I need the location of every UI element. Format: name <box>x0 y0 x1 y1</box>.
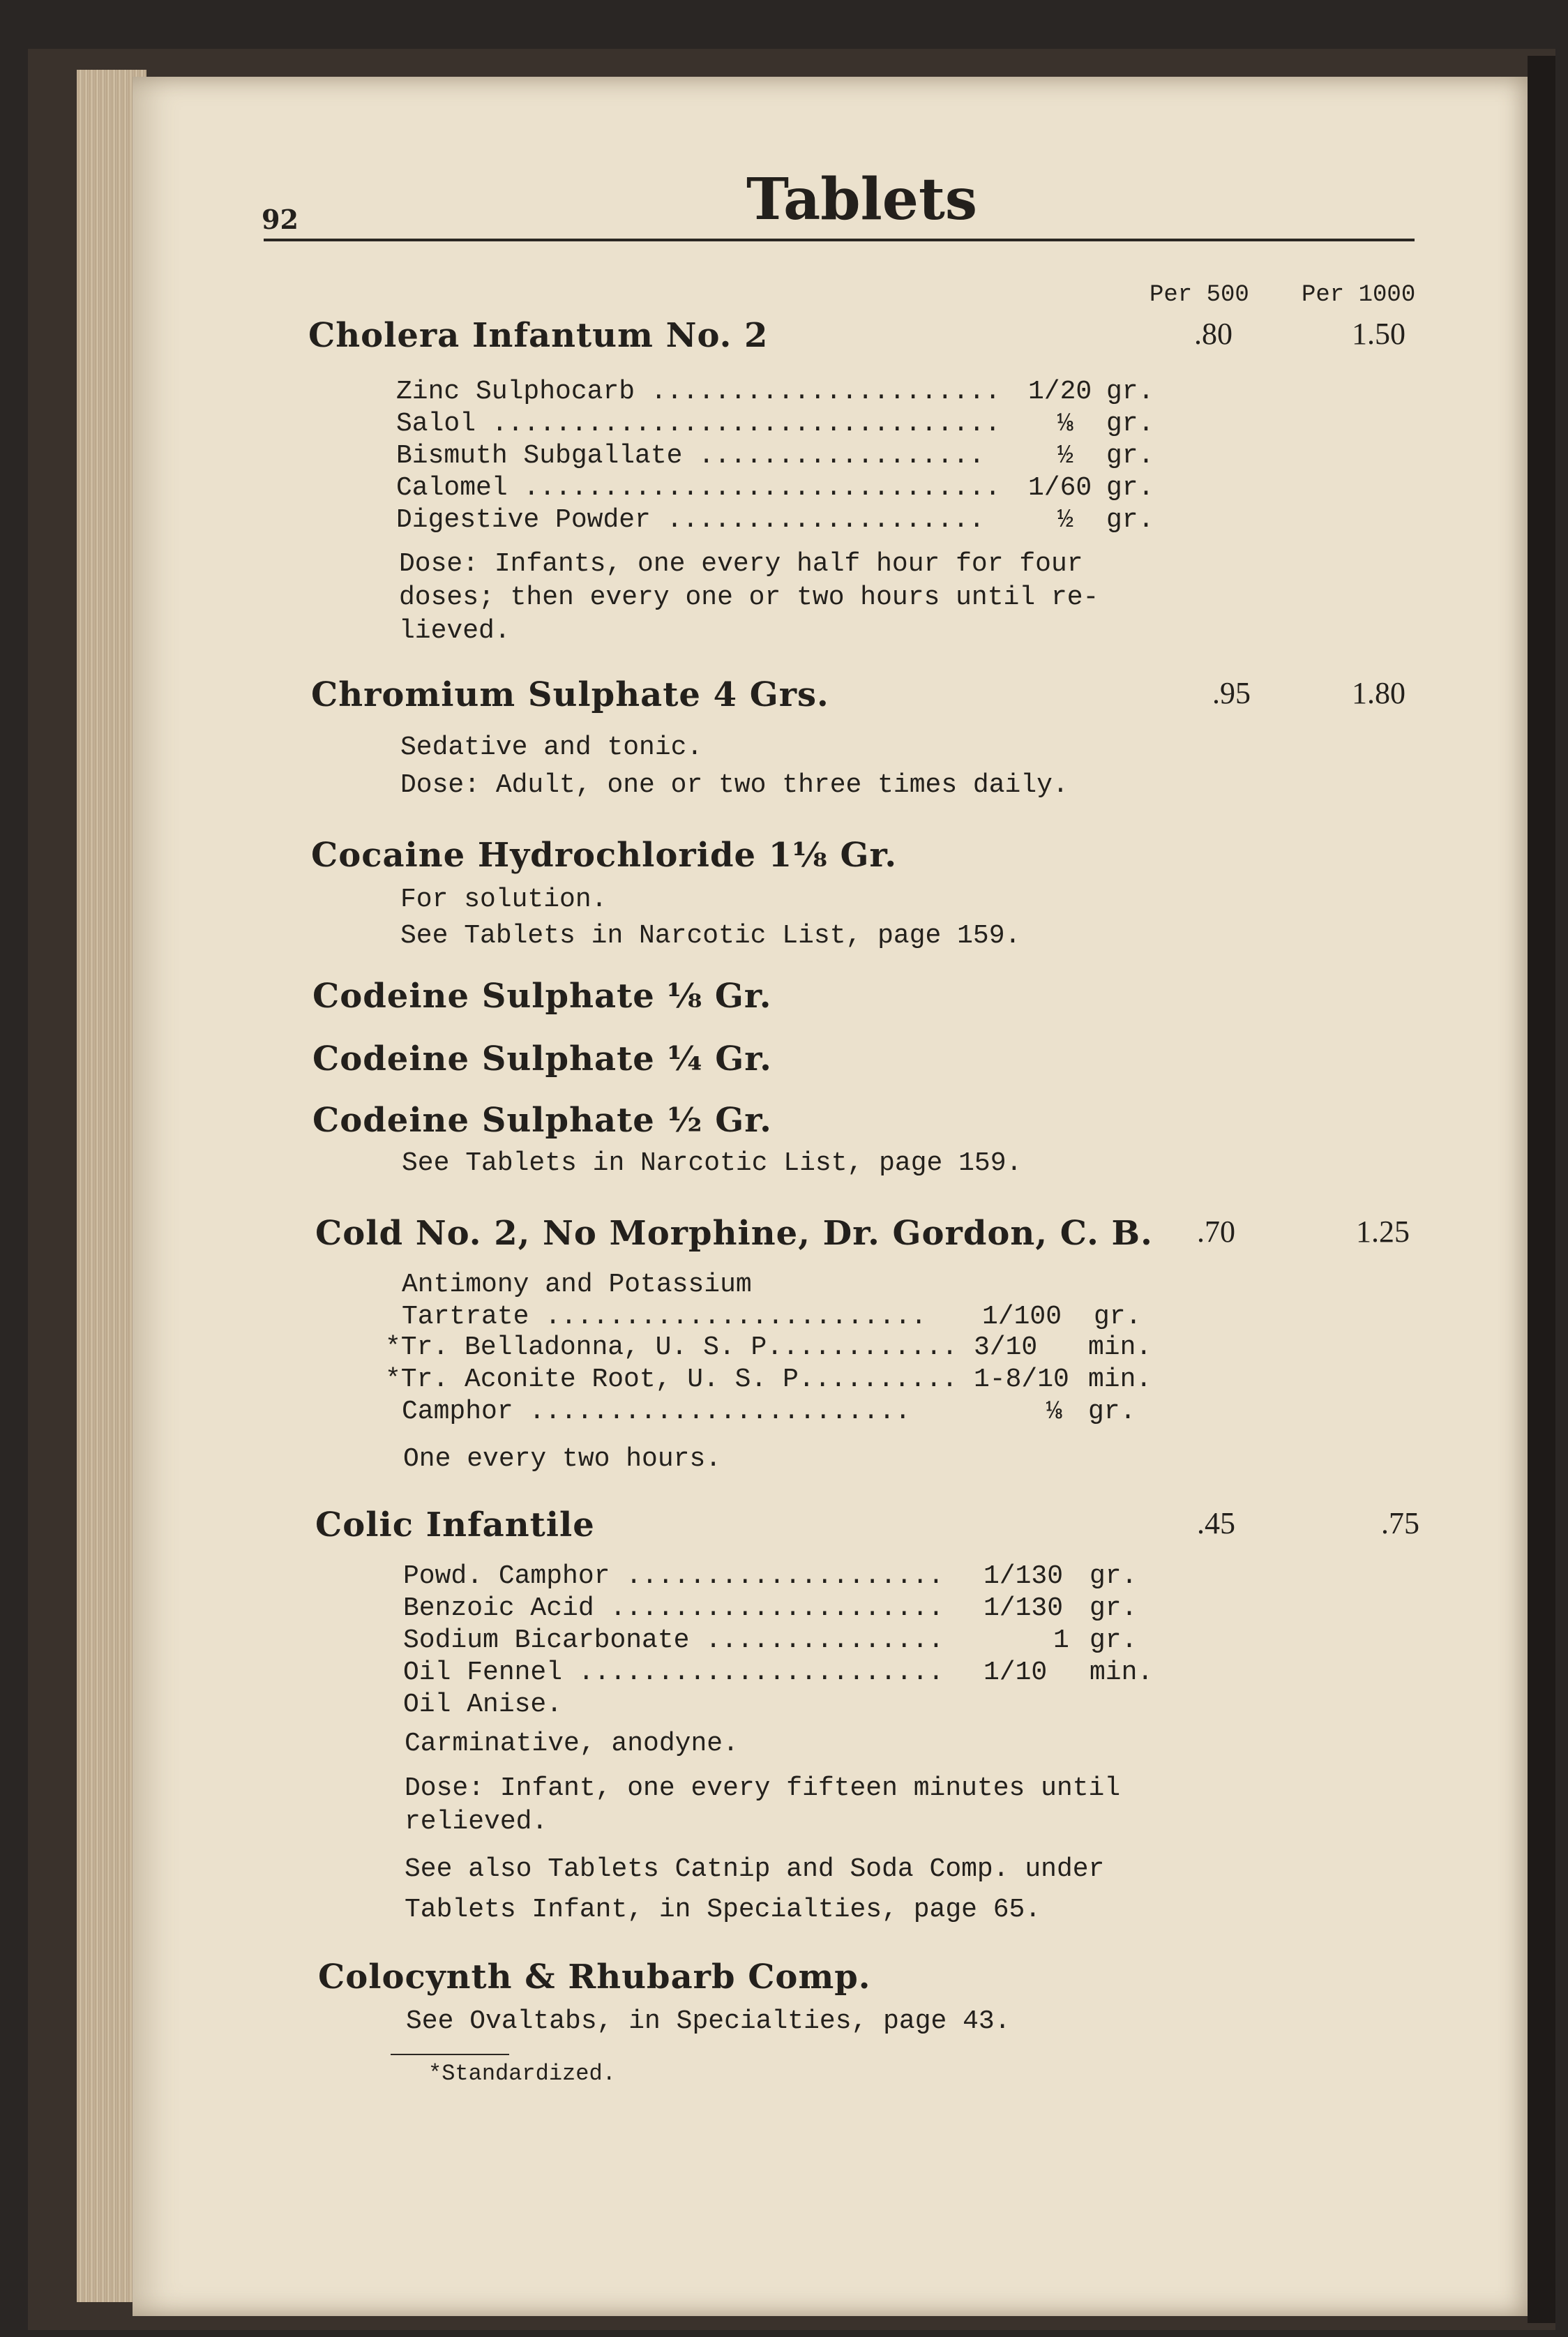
ingredient-name: Calomel .............................. <box>396 473 1001 503</box>
ingredient-unit: min. <box>1088 1365 1152 1395</box>
entry-note: One every two hours. <box>403 1444 722 1474</box>
entry-name: Colocynth & Rhubarb Comp. <box>318 1957 871 1997</box>
ingredient-name: Digestive Powder .................... <box>396 505 985 535</box>
footnote-rule <box>391 2054 509 2055</box>
ingredient-unit: gr. <box>1106 473 1154 503</box>
entry-note: Carminative, anodyne. <box>405 1729 739 1759</box>
entry-note: For solution. <box>400 885 608 915</box>
price-per-1000: 1.25 <box>1356 1215 1410 1249</box>
ingredient-name: Sodium Bicarbonate ............... <box>403 1625 944 1655</box>
entry-note: See Ovaltabs, in Specialties, page 43. <box>406 2006 1011 2036</box>
entry-name: Codeine Sulphate ½ Gr. <box>312 1101 772 1140</box>
ingredient-name: Benzoic Acid ..................... <box>403 1593 944 1623</box>
entry-name: Chromium Sulphate 4 Grs. <box>311 675 829 714</box>
ingredient-qty: 1/130 <box>983 1593 1064 1623</box>
ingredient-name: Oil Fennel ....................... <box>403 1658 944 1688</box>
page-number: 92 <box>262 204 299 235</box>
entry-name: Colic Infantile <box>315 1505 595 1545</box>
ingredient-name: *Tr. Aconite Root, U. S. P.......... <box>385 1365 958 1395</box>
ingredient-unit: min. <box>1088 1332 1152 1362</box>
entry-note: relieved. <box>405 1807 548 1837</box>
book-gutter <box>1528 56 1555 2323</box>
ingredient-name: Antimony and Potassium <box>402 1270 752 1300</box>
entry-name: Codeine Sulphate ¼ Gr. <box>312 1039 772 1079</box>
price-per-1000: 1.80 <box>1352 676 1405 710</box>
price-per-1000: .75 <box>1381 1506 1419 1540</box>
ingredient-qty: 1/20 <box>1028 377 1092 407</box>
ingredient-qty: ½ <box>1057 505 1073 535</box>
ingredient-name: Bismuth Subgallate .................. <box>396 441 985 471</box>
header-rule <box>264 239 1415 241</box>
entry-name: Cold No. 2, No Morphine, Dr. Gordon, C. B. <box>315 1214 1153 1253</box>
entry-note: doses; then every one or two hours until re- <box>399 583 1099 613</box>
column-header-per-1000: Per 1000 <box>1302 282 1416 308</box>
ingredient-name: Salol ................................ <box>396 409 1001 439</box>
entry-note: See Tablets in Narcotic List, page 159. <box>400 921 1021 951</box>
ingredient-unit: gr. <box>1106 377 1154 407</box>
ingredient-qty: 1/100 <box>982 1302 1062 1332</box>
ingredient-unit: gr. <box>1094 1302 1142 1332</box>
page-title: Tablets <box>746 166 978 233</box>
ingredient-name: Tartrate ........................ <box>402 1302 927 1332</box>
price-per-500: .80 <box>1194 317 1232 351</box>
ingredient-qty: 3/10 <box>974 1332 1038 1362</box>
entry-name: Cocaine Hydrochloride 1⅛ Gr. <box>311 836 898 875</box>
ingredient-name: *Tr. Belladonna, U. S. P............ <box>385 1332 958 1362</box>
ingredient-name: Camphor ........................ <box>402 1397 911 1427</box>
ingredient-unit: gr. <box>1090 1625 1138 1655</box>
price-per-500: .95 <box>1212 676 1251 710</box>
entry-note: lieved. <box>399 616 511 646</box>
entry-note: Dose: Infants, one every half hour for four <box>399 549 1083 579</box>
entry-name: Cholera Infantum No. 2 <box>308 316 769 355</box>
entry-note: Dose: Adult, one or two three times daily. <box>400 770 1069 800</box>
ingredient-qty: 1/10 <box>983 1658 1048 1688</box>
footnote: *Standardized. <box>428 2061 616 2087</box>
ingredient-qty: 1/60 <box>1028 473 1092 503</box>
ingredient-unit: gr. <box>1088 1397 1136 1427</box>
ingredient-qty: ½ <box>1057 441 1073 471</box>
ingredient-unit: gr. <box>1106 505 1154 535</box>
ingredient-unit: gr. <box>1106 441 1154 471</box>
entry-note: Sedative and tonic. <box>400 732 703 762</box>
entry-note: See also Tablets Catnip and Soda Comp. under <box>405 1854 1105 1884</box>
ingredient-name: Powd. Camphor .................... <box>403 1561 944 1591</box>
price-per-1000: 1.50 <box>1352 317 1405 351</box>
ingredient-name: Zinc Sulphocarb ...................... <box>396 377 1001 407</box>
ingredient-qty: 1-8/10 <box>974 1365 1069 1395</box>
ingredient-name: Oil Anise. <box>403 1690 563 1720</box>
ingredient-qty: 1/130 <box>983 1561 1064 1591</box>
entry-note: Dose: Infant, one every fifteen minutes until <box>405 1773 1121 1803</box>
ingredient-unit: min. <box>1090 1658 1154 1688</box>
ingredient-qty: ⅛ <box>1046 1397 1062 1427</box>
column-header-per-500: Per 500 <box>1149 282 1249 308</box>
ingredient-qty: 1 <box>1053 1625 1069 1655</box>
price-per-500: .45 <box>1197 1506 1235 1540</box>
ingredient-unit: gr. <box>1090 1561 1138 1591</box>
entry-note: See Tablets in Narcotic List, page 159. <box>402 1148 1023 1178</box>
ingredient-unit: gr. <box>1090 1593 1138 1623</box>
entry-name: Codeine Sulphate ⅛ Gr. <box>312 977 772 1016</box>
entry-note: Tablets Infant, in Specialties, page 65. <box>405 1895 1041 1925</box>
price-per-500: .70 <box>1197 1215 1235 1249</box>
ingredient-qty: ⅛ <box>1057 409 1073 439</box>
ingredient-unit: gr. <box>1106 409 1154 439</box>
